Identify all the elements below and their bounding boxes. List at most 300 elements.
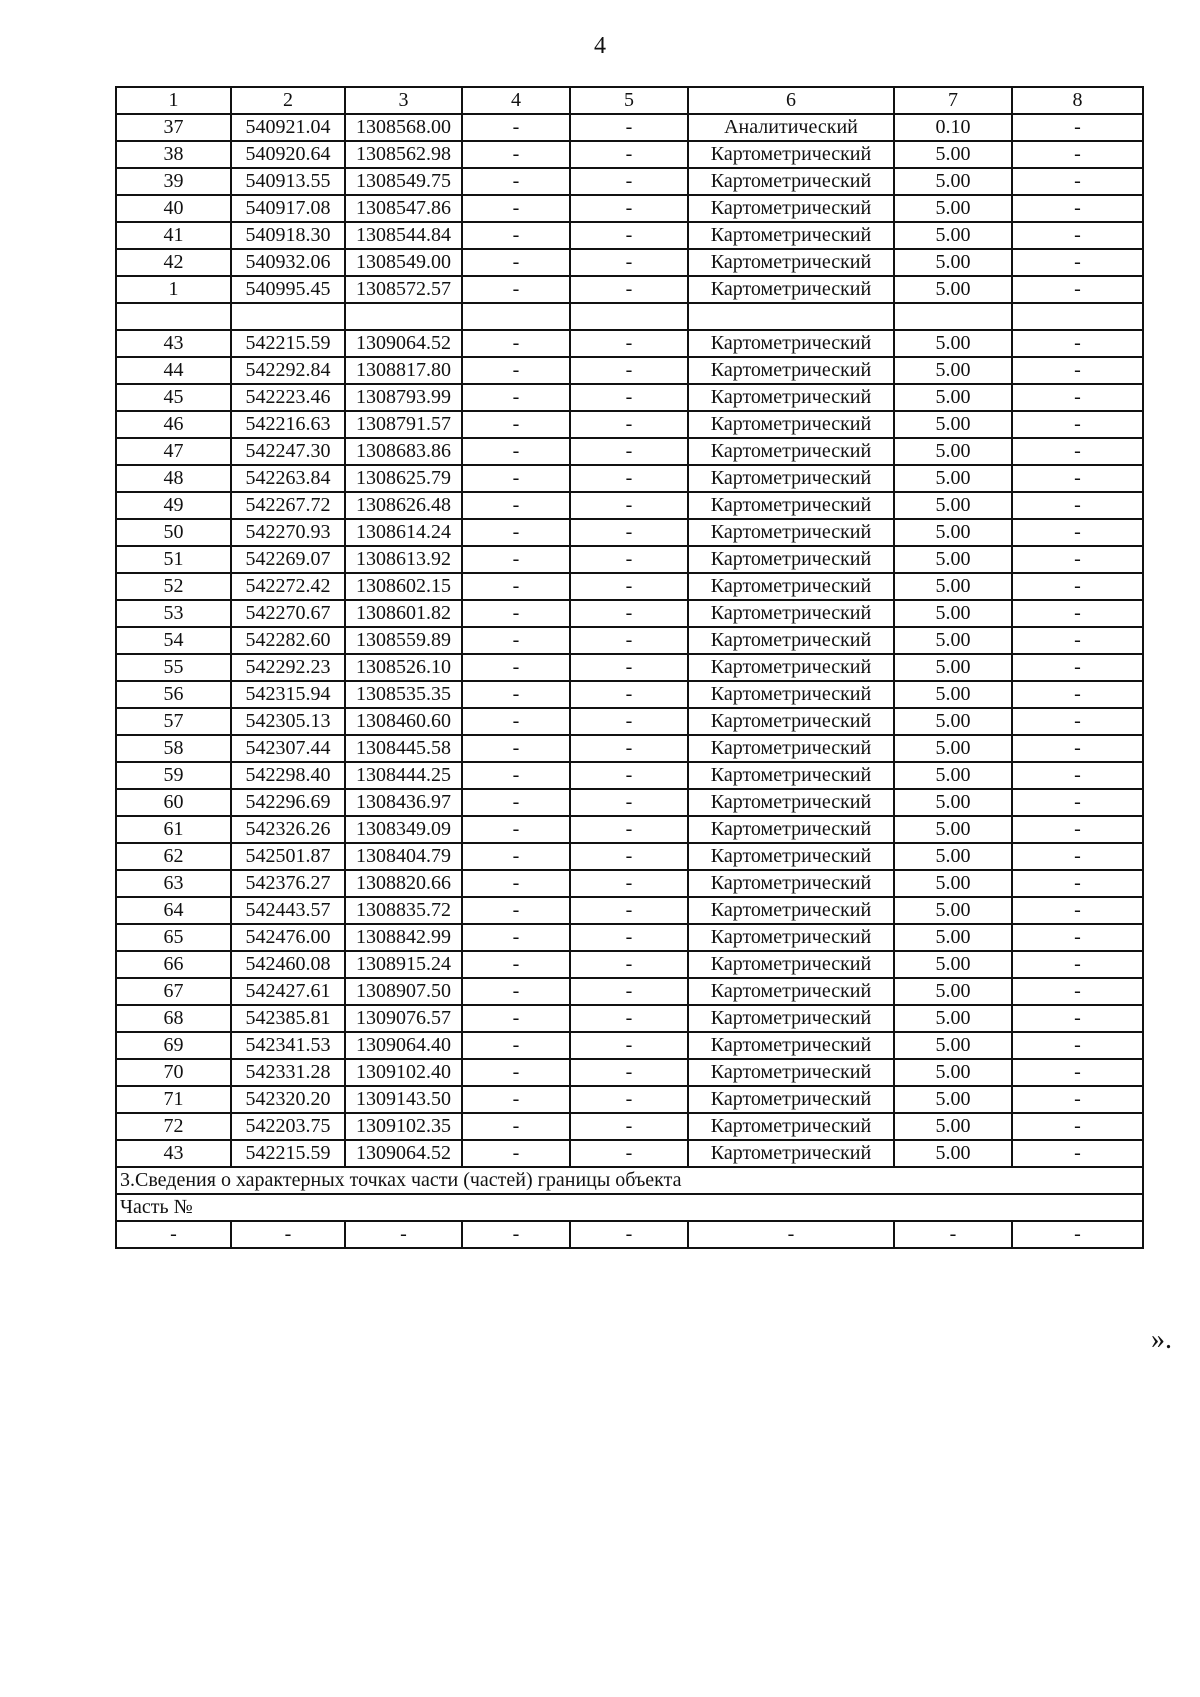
table-row	[116, 357, 1143, 384]
table-cell: 5.00	[894, 627, 1012, 654]
table-cell: 56	[116, 681, 231, 708]
table-cell: 1308535.35	[345, 681, 462, 708]
table-cell: 542270.67	[231, 600, 345, 627]
table-cell: -	[1012, 627, 1143, 654]
part-label-row	[116, 1194, 1143, 1221]
table-cell: -	[570, 762, 688, 789]
table-cell: Картометрический	[688, 141, 894, 168]
table-cell: -	[462, 1086, 570, 1113]
table-row	[116, 492, 1143, 519]
table-cell: -	[462, 1005, 570, 1032]
table-cell: Картометрический	[688, 573, 894, 600]
table-cell: 0.10	[894, 114, 1012, 141]
table-cell: -	[570, 924, 688, 951]
table-cell: -	[116, 1221, 231, 1248]
table-cell: -	[1012, 897, 1143, 924]
table-cell: 1308683.86	[345, 438, 462, 465]
table-cell: -	[462, 114, 570, 141]
part-label: Часть №	[116, 1194, 1143, 1221]
table-cell: 542223.46	[231, 384, 345, 411]
table-cell: 61	[116, 816, 231, 843]
table-cell: -	[462, 1113, 570, 1140]
table-cell: 1308549.00	[345, 249, 462, 276]
table-cell: -	[570, 897, 688, 924]
header-cell: 5	[570, 87, 688, 114]
table-cell: 1308907.50	[345, 978, 462, 1005]
table-cell: 5.00	[894, 249, 1012, 276]
table-cell: 542460.08	[231, 951, 345, 978]
table-cell: 542296.69	[231, 789, 345, 816]
table-cell: -	[570, 357, 688, 384]
table-cell: -	[1012, 789, 1143, 816]
table-cell: -	[1012, 1032, 1143, 1059]
table-cell: 1	[116, 276, 231, 303]
table-cell: -	[570, 978, 688, 1005]
table-cell: -	[462, 789, 570, 816]
table-row	[116, 1221, 1143, 1248]
table-cell: -	[570, 870, 688, 897]
table-cell: -	[462, 141, 570, 168]
table-cell: Картометрический	[688, 627, 894, 654]
table-cell: 5.00	[894, 1113, 1012, 1140]
table-cell: 1308559.89	[345, 627, 462, 654]
table-cell	[345, 303, 462, 330]
table-cell: 542443.57	[231, 897, 345, 924]
table-cell: 52	[116, 573, 231, 600]
table-cell: 63	[116, 870, 231, 897]
table-row	[116, 411, 1143, 438]
table-cell: -	[570, 627, 688, 654]
header-cell: 7	[894, 87, 1012, 114]
table-cell: -	[1012, 573, 1143, 600]
table-cell: -	[462, 249, 570, 276]
table-cell: -	[1012, 1059, 1143, 1086]
table-cell: 5.00	[894, 1086, 1012, 1113]
table-cell: -	[1012, 708, 1143, 735]
table-cell: 540917.08	[231, 195, 345, 222]
table-cell: 42	[116, 249, 231, 276]
table-row	[116, 303, 1143, 330]
table-cell: -	[462, 492, 570, 519]
table-cell: -	[570, 681, 688, 708]
table-cell	[570, 303, 688, 330]
table-cell: 542331.28	[231, 1059, 345, 1086]
table-cell: -	[462, 384, 570, 411]
table-cell: -	[1012, 249, 1143, 276]
table-row	[116, 1113, 1143, 1140]
table-cell: 540995.45	[231, 276, 345, 303]
table-row	[116, 816, 1143, 843]
table-cell: 5.00	[894, 708, 1012, 735]
table-row	[116, 681, 1143, 708]
table-row	[116, 762, 1143, 789]
header-cell: 6	[688, 87, 894, 114]
table-row	[116, 114, 1143, 141]
table-cell: -	[1012, 1221, 1143, 1248]
table-cell: -	[570, 1032, 688, 1059]
table-cell: 59	[116, 762, 231, 789]
table-cell: 64	[116, 897, 231, 924]
table-cell	[894, 303, 1012, 330]
table-row	[116, 330, 1143, 357]
table-cell: 542269.07	[231, 546, 345, 573]
table-cell: -	[570, 843, 688, 870]
table-cell: 542307.44	[231, 735, 345, 762]
table-cell: 5.00	[894, 978, 1012, 1005]
table-cell: 5.00	[894, 546, 1012, 573]
closing-quote-mark: ».	[1151, 1324, 1172, 1355]
table-row	[116, 600, 1143, 627]
table-row	[116, 546, 1143, 573]
table-cell: 5.00	[894, 141, 1012, 168]
table-cell: 1308404.79	[345, 843, 462, 870]
table-row	[116, 1005, 1143, 1032]
table-cell: -	[1012, 870, 1143, 897]
table-cell	[688, 303, 894, 330]
table-cell: 5.00	[894, 870, 1012, 897]
table-cell: Картометрический	[688, 546, 894, 573]
table-cell: 49	[116, 492, 231, 519]
table-cell: -	[570, 1140, 688, 1167]
table-cell: 1308572.57	[345, 276, 462, 303]
table-cell: 1308601.82	[345, 600, 462, 627]
table-cell: 542315.94	[231, 681, 345, 708]
table-cell: -	[1012, 519, 1143, 546]
table-cell: -	[1012, 1113, 1143, 1140]
header-cell: 1	[116, 87, 231, 114]
table-cell: 5.00	[894, 411, 1012, 438]
table-cell: -	[462, 465, 570, 492]
table-cell: -	[462, 411, 570, 438]
table-cell: 1308549.75	[345, 168, 462, 195]
table-cell: 542476.00	[231, 924, 345, 951]
table-cell: -	[1012, 1005, 1143, 1032]
table-cell: Картометрический	[688, 168, 894, 195]
table-cell: 540913.55	[231, 168, 345, 195]
table-cell: Картометрический	[688, 1086, 894, 1113]
table-cell: 1308915.24	[345, 951, 462, 978]
table-cell: 51	[116, 546, 231, 573]
table-cell: -	[462, 330, 570, 357]
table-cell: -	[570, 951, 688, 978]
table-cell: -	[1012, 978, 1143, 1005]
table-cell: 542292.84	[231, 357, 345, 384]
table-cell: 55	[116, 654, 231, 681]
table-cell: -	[1012, 951, 1143, 978]
table-cell: -	[1012, 843, 1143, 870]
table-cell: 5.00	[894, 816, 1012, 843]
table-cell: 1308625.79	[345, 465, 462, 492]
table-cell: -	[570, 195, 688, 222]
table-cell: 67	[116, 978, 231, 1005]
table-cell: -	[1012, 276, 1143, 303]
table-row	[116, 222, 1143, 249]
table-cell: 39	[116, 168, 231, 195]
table-cell: -	[462, 924, 570, 951]
table-cell: -	[1012, 762, 1143, 789]
table-cell: 47	[116, 438, 231, 465]
table-cell: 542376.27	[231, 870, 345, 897]
table-cell: -	[1012, 384, 1143, 411]
table-cell: -	[462, 870, 570, 897]
table-cell: -	[570, 546, 688, 573]
table-cell: Картометрический	[688, 195, 894, 222]
table-cell: -	[462, 1059, 570, 1086]
table-cell: 1308842.99	[345, 924, 462, 951]
table-cell: Картометрический	[688, 1113, 894, 1140]
table-cell: 5.00	[894, 951, 1012, 978]
table-cell: -	[1012, 735, 1143, 762]
table-cell: -	[1012, 222, 1143, 249]
table-cell: -	[1012, 330, 1143, 357]
table-cell: 542267.72	[231, 492, 345, 519]
table-cell: 1308817.80	[345, 357, 462, 384]
table-row	[116, 654, 1143, 681]
table-cell: 5.00	[894, 384, 1012, 411]
table-cell: -	[570, 465, 688, 492]
table-cell: Картометрический	[688, 438, 894, 465]
table-cell: -	[570, 789, 688, 816]
table-cell: -	[1012, 168, 1143, 195]
table-row	[116, 924, 1143, 951]
table-cell: 40	[116, 195, 231, 222]
table-cell: 54	[116, 627, 231, 654]
table-cell: Картометрический	[688, 222, 894, 249]
table-row	[116, 627, 1143, 654]
table-row	[116, 978, 1143, 1005]
table-cell: 50	[116, 519, 231, 546]
table-cell: -	[462, 546, 570, 573]
table-cell: 5.00	[894, 492, 1012, 519]
table-cell: 68	[116, 1005, 231, 1032]
table-cell: -	[570, 249, 688, 276]
table-row	[116, 384, 1143, 411]
table-row	[116, 1140, 1143, 1167]
table-cell: Картометрический	[688, 384, 894, 411]
table-row	[116, 735, 1143, 762]
table-cell: -	[570, 1221, 688, 1248]
table-cell: 542298.40	[231, 762, 345, 789]
table-row	[116, 276, 1143, 303]
table-cell: 540921.04	[231, 114, 345, 141]
table-cell: 542292.23	[231, 654, 345, 681]
table-cell: 1308544.84	[345, 222, 462, 249]
table-cell: -	[1012, 546, 1143, 573]
table-cell: 5.00	[894, 1005, 1012, 1032]
table-cell: 1309076.57	[345, 1005, 462, 1032]
table-cell: 72	[116, 1113, 231, 1140]
table-row	[116, 438, 1143, 465]
table-cell: -	[462, 708, 570, 735]
table-cell: Картометрический	[688, 681, 894, 708]
table-row	[116, 1059, 1143, 1086]
table-cell: 540932.06	[231, 249, 345, 276]
table-row	[116, 1086, 1143, 1113]
table-cell: Картометрический	[688, 1140, 894, 1167]
page-number: 4	[594, 33, 606, 59]
table-cell: Картометрический	[688, 924, 894, 951]
table-cell: 5.00	[894, 1032, 1012, 1059]
table-row	[116, 870, 1143, 897]
table-cell: 5.00	[894, 762, 1012, 789]
table-cell: -	[1012, 600, 1143, 627]
table-cell: -	[1012, 114, 1143, 141]
boundary-points-table	[115, 86, 1144, 1249]
table-row	[116, 519, 1143, 546]
table-cell: 5.00	[894, 465, 1012, 492]
table-cell: 5.00	[894, 1059, 1012, 1086]
table-cell: 5.00	[894, 519, 1012, 546]
table-row	[116, 897, 1143, 924]
table-cell: -	[462, 951, 570, 978]
table-cell: -	[1012, 141, 1143, 168]
table-cell	[231, 303, 345, 330]
table-cell: 1308349.09	[345, 816, 462, 843]
table-cell: 37	[116, 114, 231, 141]
table-row	[116, 843, 1143, 870]
table-cell: -	[462, 222, 570, 249]
table-cell: 66	[116, 951, 231, 978]
section-title-row	[116, 1167, 1143, 1194]
table-cell: -	[570, 654, 688, 681]
table-cell: -	[1012, 681, 1143, 708]
table-cell: Картометрический	[688, 276, 894, 303]
table-cell: Картометрический	[688, 951, 894, 978]
table-cell: -	[570, 573, 688, 600]
table-cell: -	[1012, 465, 1143, 492]
table-cell: 5.00	[894, 573, 1012, 600]
table-cell: 1308436.97	[345, 789, 462, 816]
table-cell: -	[462, 1032, 570, 1059]
table-cell: 43	[116, 330, 231, 357]
table-cell: 1308835.72	[345, 897, 462, 924]
table-cell: -	[462, 654, 570, 681]
table-cell: -	[462, 1140, 570, 1167]
table-cell: -	[231, 1221, 345, 1248]
table-cell: -	[570, 222, 688, 249]
table-cell: -	[1012, 816, 1143, 843]
table-cell: 69	[116, 1032, 231, 1059]
table-cell: -	[462, 843, 570, 870]
table-cell: -	[462, 438, 570, 465]
table-cell: -	[570, 600, 688, 627]
table-cell: 542501.87	[231, 843, 345, 870]
table-cell: 58	[116, 735, 231, 762]
table-cell: Картометрический	[688, 789, 894, 816]
table-cell: 542320.20	[231, 1086, 345, 1113]
table-cell: 1308460.60	[345, 708, 462, 735]
table-row	[116, 951, 1143, 978]
table-cell: 5.00	[894, 1140, 1012, 1167]
table-cell: 1309064.52	[345, 1140, 462, 1167]
table-cell: 1309102.40	[345, 1059, 462, 1086]
table-cell: 43	[116, 1140, 231, 1167]
table-cell: -	[570, 1113, 688, 1140]
table-cell: 1308547.86	[345, 195, 462, 222]
table-cell: 5.00	[894, 735, 1012, 762]
table-cell	[462, 303, 570, 330]
table-cell: 542282.60	[231, 627, 345, 654]
table-cell: Картометрический	[688, 411, 894, 438]
table-cell: -	[570, 735, 688, 762]
table-cell: 1308444.25	[345, 762, 462, 789]
table-cell: -	[462, 897, 570, 924]
table-cell: -	[570, 141, 688, 168]
table-cell: Картометрический	[688, 978, 894, 1005]
table-cell: 71	[116, 1086, 231, 1113]
table-cell: Картометрический	[688, 843, 894, 870]
table-cell: 44	[116, 357, 231, 384]
header-cell: 2	[231, 87, 345, 114]
table-cell: -	[1012, 357, 1143, 384]
table-cell: -	[1012, 1140, 1143, 1167]
table-cell: Картометрический	[688, 357, 894, 384]
header-cell: 4	[462, 87, 570, 114]
table-cell: -	[1012, 492, 1143, 519]
table-cell: 38	[116, 141, 231, 168]
table-cell: 5.00	[894, 843, 1012, 870]
table-cell: -	[462, 168, 570, 195]
table-cell: 5.00	[894, 330, 1012, 357]
table-header-row	[116, 87, 1143, 114]
table-cell: 542427.61	[231, 978, 345, 1005]
table-cell: -	[1012, 411, 1143, 438]
table-cell: 1308820.66	[345, 870, 462, 897]
table-cell: 57	[116, 708, 231, 735]
table-cell: 542385.81	[231, 1005, 345, 1032]
table-cell: -	[1012, 654, 1143, 681]
table-cell: 540918.30	[231, 222, 345, 249]
table-row	[116, 573, 1143, 600]
table-cell: 542270.93	[231, 519, 345, 546]
table-cell: 5.00	[894, 276, 1012, 303]
table-cell: 1309064.40	[345, 1032, 462, 1059]
table-cell: 62	[116, 843, 231, 870]
table-cell: -	[570, 1005, 688, 1032]
table-cell: Картометрический	[688, 492, 894, 519]
table-cell: -	[570, 708, 688, 735]
table-row	[116, 708, 1143, 735]
table-cell: Картометрический	[688, 816, 894, 843]
table-cell: -	[688, 1221, 894, 1248]
table-row	[116, 789, 1143, 816]
table-cell: -	[1012, 1086, 1143, 1113]
table-cell: Картометрический	[688, 330, 894, 357]
table-cell: Картометрический	[688, 1032, 894, 1059]
table-cell: -	[570, 330, 688, 357]
table-cell: -	[570, 492, 688, 519]
table-cell: 48	[116, 465, 231, 492]
table-cell: Картометрический	[688, 735, 894, 762]
table-cell: Картометрический	[688, 762, 894, 789]
table-row	[116, 465, 1143, 492]
table-cell: -	[462, 357, 570, 384]
table-cell: -	[462, 681, 570, 708]
table-cell: 5.00	[894, 654, 1012, 681]
table-cell: Картометрический	[688, 249, 894, 276]
table-cell: -	[570, 411, 688, 438]
table-cell: 5.00	[894, 789, 1012, 816]
table-cell: -	[462, 276, 570, 303]
table-cell: -	[462, 1221, 570, 1248]
table-cell: 542263.84	[231, 465, 345, 492]
table-cell: 1308791.57	[345, 411, 462, 438]
table-cell: 1308526.10	[345, 654, 462, 681]
table-cell: 5.00	[894, 195, 1012, 222]
table-cell: -	[1012, 195, 1143, 222]
table-cell: 45	[116, 384, 231, 411]
table-cell: -	[462, 519, 570, 546]
